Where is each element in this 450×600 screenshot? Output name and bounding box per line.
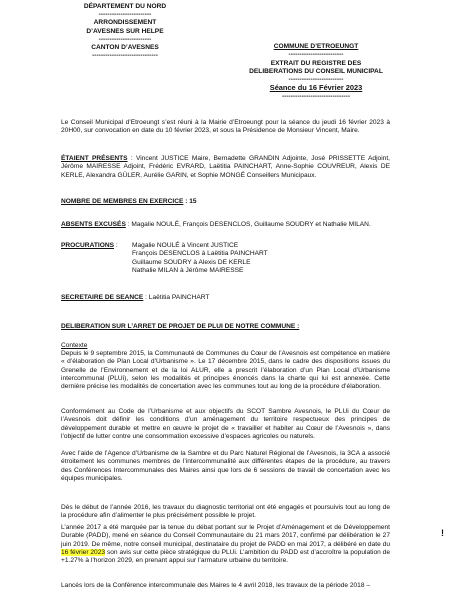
procuration-item: Nathalie MILAN à Jérôme MAIRESSE [132,266,244,274]
procurations-label-wrap [61,242,118,250]
arrondissement-name: D’AVESNES SUR HELPE [86,27,164,35]
procurations-colon: : [114,242,118,249]
absents [61,221,390,229]
extrait-title: EXTRAIT DU REGISTRE DES [270,59,362,67]
contexte-title: Contexte [61,342,88,349]
nombre-membres [61,198,197,206]
canton-label: CANTON D’AVESNES [91,44,159,52]
seance-date: Séance du 16 Février 2023 [269,83,363,93]
secretaire [61,294,209,302]
secretaire-text: : Laëtitia PAINCHART [143,294,210,301]
separator: ------------------------ [98,35,152,43]
presents-text: : Vincent JUSTICE Maire, Bernadette GRANDIN Adjointe, José PRISSETTE Adjoint, Jérôme MAIRESSE Adjoint, Frédéric EVRARD, Laëtitia PAINCHART, Anne-Sophie COUVREUR, Alexis DE KERLE, Alexandra GÜLER, Aurélie GARIN, et Sophie MONGÉ Conseillers Municipaux. [61,155,391,179]
nombre-value: : 15 [183,198,197,205]
contexte-paragraph-6: Lancés lors de la Conférence intercommunale des Maires le 4 avril 2018, les travaux de la période 2018 – [61,582,370,589]
presents-paragraph [61,155,390,180]
separator: ------------------------ [98,11,152,19]
departement-label: DÉPARTEMENT DU NORD [83,3,167,10]
p5-text-before: L’année 2017 a été marquée par la tenue du débat portant sur le Projet d’Aménagement et de Développement Durable (PADD), mené en séance du Conseil Communautaire du 21 mars 2017, confirmé par délibération le 27 juin 2019. De même, notre conseil municipal, destinataire du projet de PADD en mai 2017, a délibéré en date du [61,524,390,548]
commune-title: COMMUNE D’ETROEUNGT [273,43,359,50]
procuration-item: François DESENCLOS à Laëtitia PAINCHART [132,250,268,258]
separator: ------------------------- [288,51,344,59]
procurations-label: PROCURATIONS [61,242,114,249]
arrondissement-label: ARRONDISSEMENT [93,19,157,27]
procuration-item: Magalie NOULÉ à Vincent JUSTICE [132,242,239,249]
margin-mark: ! [441,528,444,538]
p5-text-after: son avis sur cette pièce stratégique du PLUi. L’ambition du PADD est d’accroître la population de +1.27% à l’horizon 2029, en prenant appui sur l’armature urbaine du territoire. [61,548,390,565]
secretaire-label: SECRETAIRE DE SEANCE [61,294,144,301]
contexte-paragraph-4: Dès le début de l’année 2016, les travaux du diagnostic territorial ont été engagés et poursuivis tout au long de la procédure afin d’alimenter le plus précisément possible le projet. [61,504,390,520]
nombre-label: NOMBRE DE MEMBRES EN EXERCICE [61,198,184,205]
contexte-paragraph-2: Conformément au Code de l’Urbanisme et aux objectifs du SCOT Sambre Avesnois, le PLUi du Cœur de l’Avesnois doit définir les conditions d’un aménagement du territoire respectueux des principes de développement durable et mettre en œuvre le projet de « travailler et habiter au Cœur de l’Avesnois », dans l’objectif de lutter contre une consommation excessive d’espaces agricoles ou naturels. [61,408,390,440]
right-header [246,43,386,101]
separator: ------------------------------- [281,92,351,100]
separator: ------------------------------ [92,52,158,60]
deliberations-title: DELIBERATIONS DU CONSEIL MUNICIPAL [249,67,383,75]
separator: ------------------------- [288,76,344,84]
intro-paragraph: Le Conseil Municipal d’Etroeungt s’est réuni à la Mairie d’Etroeungt pour la séance du jeudi 16 février 2023 à 20H00, sur convocation en date du 10 février 2023, et sous la Présidence de Monsieur Vincent, Maire. [61,119,390,135]
contexte-paragraph-3: Avec l’aide de l’Agence d’Urbanisme de la Sambre et du Parc Naturel Régional de l’Avesnois, la 3CA a associé étroitement les communes membres de l’intercommunalité aux différentes étapes de la procédure, au travers des Conférences Intercommunales des Maires ainsi que lors de 6 sessions de travail de concertation avec les équipes municipales. [61,450,390,482]
presents-label: ÉTAIENT PRÉSENTS [61,155,128,162]
procuration-item: Guillaume SOUDRY à Alexis DE KERLE [132,258,251,266]
contexte-paragraph-5 [61,524,390,565]
deliberation-title: DELIBERATION SUR L’ARRET DE PROJET DE PLUI DE NOTRE COMMUNE : [61,323,300,330]
absents-label: ABSENTS EXCUSÉS [61,221,126,228]
left-header [62,3,188,60]
contexte-paragraph-1: Depuis le 9 septembre 2015, la Communauté de Communes du Cœur de l’Avesnois est compétence en matière « d’élaboration de Plan Local d’Urbanisme ». Le 17 décembre 2015, dans le cadre des dispositions issues du Grenelle de l’Environnement et de la loi ALUR, elle a prescrit l’élaboration d’un Plan Local d’Urbanisme intercommunal (PLUi), selon les modalités et principes énoncés dans la charte qui lui est annexée. Cette dernière précise les modalités de concertation avec les communes tout au long de la procédure d’élaboration. [61,350,390,391]
highlighted-date: 16 février 2023 [61,548,106,556]
absents-text: : Magalie NOULÉ, François DESENCLOS, Guillaume SOUDRY et Nathalie MILAN. [125,221,371,228]
procurations-list [132,242,268,275]
